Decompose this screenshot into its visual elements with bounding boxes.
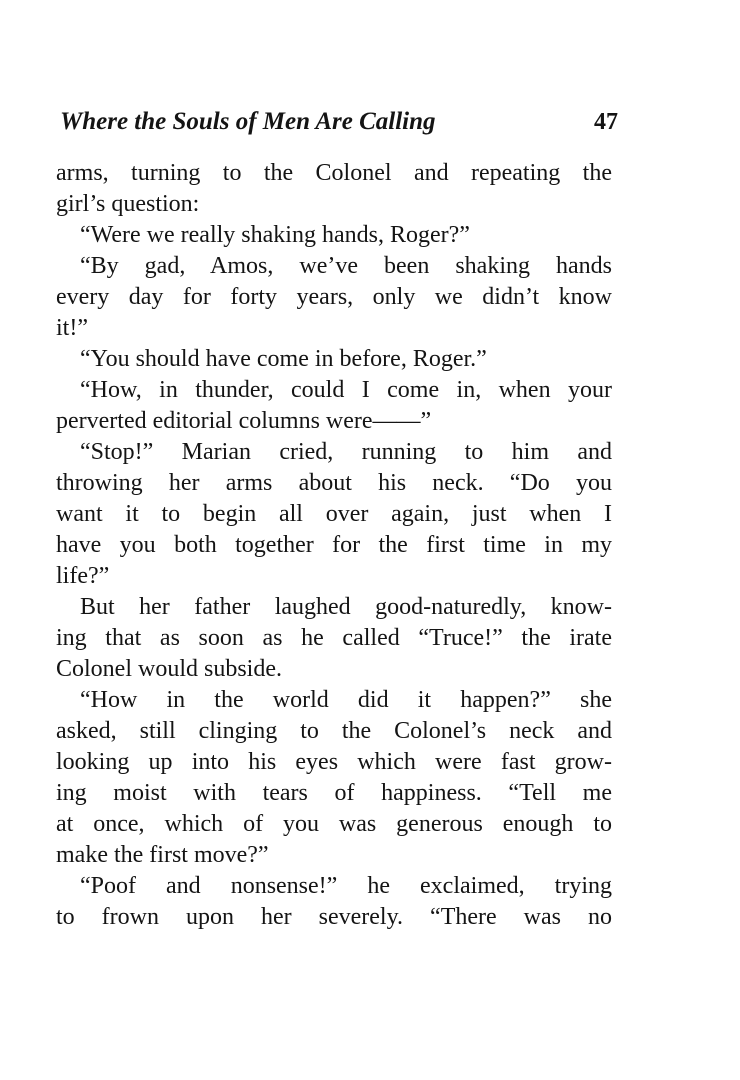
text-line: Colonel would subside. [56, 656, 282, 682]
text-line: “You should have come in before, Roger.” [80, 346, 487, 372]
text-line: it!” [56, 315, 88, 341]
text-line: at once, which of you was generous enough to [56, 811, 612, 837]
text-line: “By gad, Amos, we’ve been shaking hands [80, 253, 612, 279]
text-line: ing moist with tears of happiness. “Tell me [56, 780, 612, 806]
text-line: perverted editorial columns were——” [56, 408, 432, 434]
text-line: throwing her arms about his neck. “Do you [56, 470, 612, 496]
text-line: asked, still clinging to the Colonel’s neck and [56, 718, 612, 744]
body-text [56, 158, 612, 933]
text-line: have you both together for the first time in my [56, 532, 612, 558]
running-header [60, 108, 618, 148]
text-line: “How in the world did it happen?” she [80, 687, 612, 713]
text-line: every day for forty years, only we didn’t know [56, 284, 612, 310]
text-line: life?” [56, 563, 110, 589]
text-line: girl’s question: [56, 191, 200, 217]
text-line: make the first move?” [56, 842, 269, 868]
running-title: Where the Souls of Men Are Calling [60, 108, 436, 135]
text-line: “Poof and nonsense!” he exclaimed, trying [80, 873, 612, 899]
text-line: “Stop!” Marian cried, running to him and [80, 439, 612, 465]
text-line: But her father laughed good-naturedly, know- [80, 594, 612, 620]
text-line: to frown upon her severely. “There was no [56, 904, 612, 930]
page-number: 47 [594, 109, 618, 135]
text-line: ing that as soon as he called “Truce!” the irate [56, 625, 612, 651]
text-line: arms, turning to the Colonel and repeating the [56, 160, 612, 186]
text-line: looking up into his eyes which were fast grow- [56, 749, 612, 775]
text-line: “Were we really shaking hands, Roger?” [80, 222, 470, 248]
text-line: want it to begin all over again, just when I [56, 501, 612, 527]
text-line: “How, in thunder, could I come in, when your [80, 377, 612, 403]
